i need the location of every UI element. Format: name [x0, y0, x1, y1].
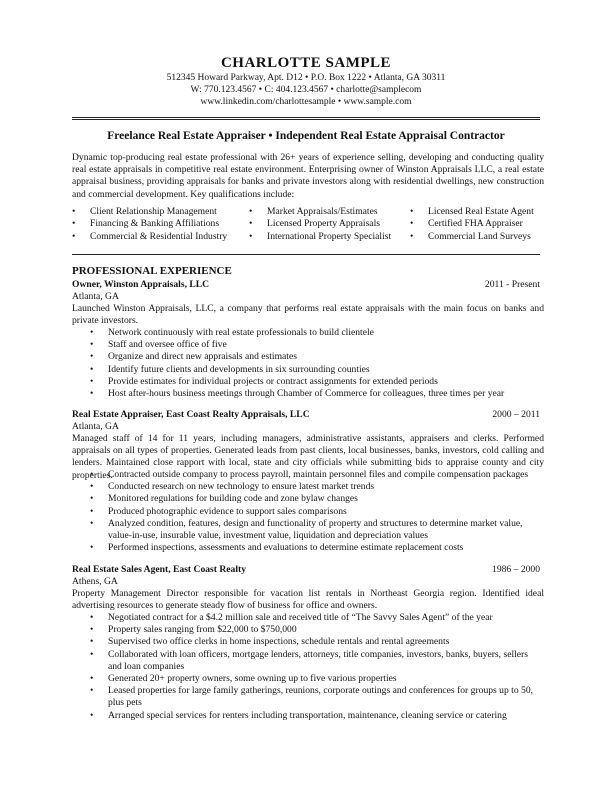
job-dates: 2000 – 2011 [492, 409, 540, 420]
qualification-item: • Market Appraisals/Estimates [249, 206, 391, 218]
list-item: • Monitored regulations for building code and zone bylaw changes [90, 493, 542, 505]
divider-section [72, 254, 540, 255]
qualification-item: • Licensed Real Estate Agent [410, 206, 534, 218]
contact-web: www.linkedin.com/charlottesample • www.sample.com [200, 97, 412, 107]
list-item: • Host after-hours business meetings through Chamber of Commerce for colleagues, three times per year [90, 388, 542, 400]
job-location: Atlanta, GA [72, 421, 119, 432]
list-item: • Generated 20+ property owners, some owning up to five various properties [90, 673, 542, 685]
job-bullet-list [90, 612, 542, 722]
qualification-item: • Commercial Land Surveys [410, 231, 534, 243]
list-item: • Staff and oversee office of five [90, 339, 542, 351]
qualification-item: • International Property Specialist [249, 231, 391, 243]
qualification-item: • Financing & Banking Affiliations [72, 218, 227, 230]
list-item: • Organize and direct new appraisals and estimates [90, 351, 542, 363]
qualification-item: • Commercial & Residential Industry [72, 231, 227, 243]
list-item: • Leased properties for large family gatherings, reunions, corporate outings and conferences for groups up to 50, plus pets [90, 685, 542, 709]
job-dates: 2011 - Present [484, 279, 540, 290]
summary-paragraph: Dynamic top-producing real estate professional with 26+ years of experience selling, developing and conducting quality real estate appraisals in competitive real estate environment. Enterprising owner of Winston Appraisals LLC, a real estate appraisal business, providing appraisals for banks and private investors along with residential dwellings, new construction and commercial development. Key qualifications include: [72, 152, 544, 200]
list-item: • Negotiated contract for a $4.2 million sale and received title of “The Savvy Sales Agent” of the year [90, 612, 542, 624]
job-location: Atlanta, GA [72, 291, 119, 302]
job-description: Launched Winston Appraisals, LLC, a company that performs real estate appraisals with the main focus on banks and private investors. [72, 303, 544, 327]
list-item: • Analyzed condition, features, design and functionality of property and structures to determine market value, value-in-use, insurable value, investment value, liquidation and depreciation values [90, 518, 542, 542]
list-item: • Provide estimates for individual projects or contract assignments for extended periods [90, 376, 542, 388]
job-dates: 1986 – 2000 [492, 564, 540, 575]
divider-top [72, 117, 540, 118]
list-item: • Conducted research on new technology to ensure latest market trends [90, 481, 542, 493]
qualification-item: • Licensed Property Appraisals [249, 218, 391, 230]
contact-address: 512345 Howard Parkway, Apt. D12 • P.O. Box 1222 • Atlanta, GA 30311 [166, 73, 446, 83]
qualifications-column-1 [72, 206, 227, 243]
list-item: • Collaborated with loan officers, mortgage lenders, attorneys, title companies, investors, banks, buyers, sellers and loan companies [90, 649, 542, 673]
candidate-name: CHARLOTTE SAMPLE [220, 55, 392, 71]
job-location: Athens, GA [72, 576, 118, 587]
list-item: • Property sales ranging from $22,000 to $750,000 [90, 624, 542, 636]
list-item: • Performed inspections, assessments and evaluations to determine estimate replacement costs [90, 542, 542, 554]
divider-top-second [72, 119, 540, 120]
job-description: Managed staff of 14 for 11 years, including managers, administrative assistants, appraisers and clerks. Performed appraisals on all types of properties. Generated leads from past clients, local businesses, banks, investors, cold calling and lenders. Maintained close rapport with local, state and city officials while submitting bids to appraise county and city properties. [72, 433, 544, 481]
contact-phone-email: W: 770.123.4567 • C: 404.123.4567 • charlotte@samplecom [190, 85, 422, 95]
job-title: Owner, Winston Appraisals, LLC [72, 279, 210, 290]
list-item: • Arranged special services for renters including transportation, maintenance, cleaning service or catering [90, 710, 542, 722]
job-title: Real Estate Appraiser, East Coast Realty Appraisals, LLC [72, 409, 310, 420]
list-item: • Identify future clients and developments in six surrounding counties [90, 364, 542, 376]
list-item: • Supervised two office clerks in home inspections, schedule rentals and rental agreements [90, 636, 542, 648]
qualification-item: • Client Relationship Management [72, 206, 227, 218]
list-item: • Produced photographic evidence to support sales comparisons [90, 506, 542, 518]
qualifications-column-2 [249, 206, 391, 243]
job-title: Real Estate Sales Agent, East Coast Realty [72, 564, 247, 575]
job-bullet-list [90, 327, 542, 400]
qualification-item: • Certified FHA Appraiser [410, 218, 534, 230]
job-bullet-list [90, 469, 542, 554]
qualifications-column-3 [410, 206, 534, 243]
professional-headline: Freelance Real Estate Appraiser • Independent Real Estate Appraisal Contractor [107, 130, 505, 142]
job-description: Property Management Director responsible for vacation list rentals in Northeast Georgia region. Identified ideal advertising resources to generate steady flow of business for office and owners. [72, 588, 544, 612]
list-item: • Network continuously with real estate professionals to build clientele [90, 327, 542, 339]
list-item: • Contracted outside company to process payroll, maintain personnel files and compile compensation packages [90, 469, 542, 481]
section-heading-experience: PROFESSIONAL EXPERIENCE [72, 265, 232, 277]
